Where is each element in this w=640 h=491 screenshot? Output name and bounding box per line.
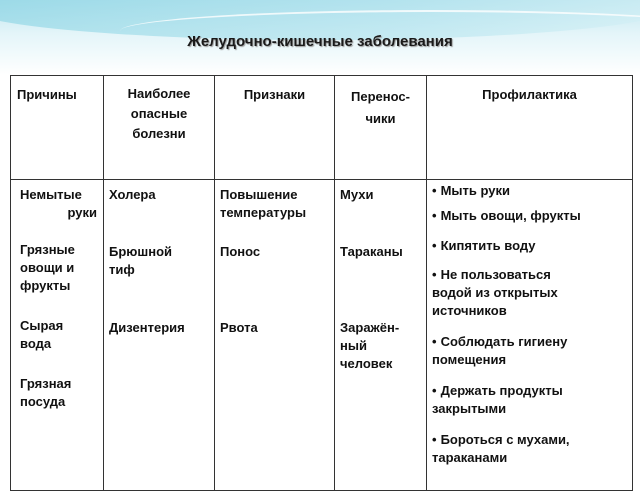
sign-2: Понос: [220, 244, 261, 259]
prevention-item-5-line: помещения: [432, 352, 507, 367]
cause-4-line: посуда: [20, 394, 66, 409]
diseases-cell: [104, 180, 215, 491]
disease-2-line: Брюшной: [109, 244, 173, 259]
disease-table: [10, 75, 633, 491]
header-signs: [215, 76, 335, 180]
header-diseases: [104, 76, 215, 180]
signs-cell: [215, 180, 335, 491]
carrier-3-line: человек: [340, 356, 393, 371]
header-row: [11, 76, 633, 180]
disease-3: Дизентерия: [109, 320, 185, 335]
cause-4-line: Грязная: [20, 376, 72, 391]
cause-3-line: вода: [20, 336, 52, 351]
prevention-item-5: • Соблюдать гигиену: [432, 333, 567, 350]
header-diseases-line: опасные: [130, 106, 188, 121]
carrier-2: Тараканы: [340, 244, 403, 259]
prevention-item-1: • Мыть руки: [432, 182, 510, 199]
header-prevention: [427, 76, 633, 180]
carrier-3-line: ный: [340, 338, 367, 353]
header-carriers-line: Перенос-: [351, 89, 410, 104]
header-prevention-text: Профилактика: [482, 87, 577, 102]
prevention-item-6: • Держать продукты: [432, 382, 563, 399]
sign-1-line: температуры: [220, 205, 307, 220]
sign-3: Рвота: [220, 320, 258, 335]
header-diseases-line: Наиболее: [127, 86, 191, 101]
slide-title: Желудочно-кишечные заболевания: [187, 33, 453, 50]
causes-cell: [11, 180, 104, 491]
cause-1-line: Немытые: [20, 187, 82, 202]
carriers-cell: [335, 180, 427, 491]
header-causes-text: Причины: [17, 87, 77, 102]
body-row: [11, 180, 633, 491]
sign-1-line: Повышение: [220, 187, 298, 202]
header-diseases-line: болезни: [132, 126, 186, 141]
prevention-item-4-line: водой из открытых: [432, 285, 558, 300]
cause-2-line: Грязные: [20, 242, 75, 257]
carrier-1: Мухи: [340, 187, 374, 202]
disease-2-line: тиф: [109, 262, 135, 277]
cause-1-line: руки: [67, 205, 97, 220]
prevention-item-2: • Мыть овощи, фрукты: [432, 207, 581, 224]
disease-1: Холера: [109, 187, 156, 202]
cause-2-line: фрукты: [20, 278, 71, 293]
prevention-item-7-line: тараканами: [432, 450, 508, 465]
prevention-item-7: • Бороться с мухами,: [432, 431, 570, 448]
prevention-item-4-line: источников: [432, 303, 507, 318]
header-signs-text: Признаки: [243, 87, 306, 102]
prevention-item-3: • Кипятить воду: [432, 237, 536, 254]
cause-3-line: Сырая: [20, 318, 64, 333]
header-carriers: [335, 76, 427, 180]
prevention-cell: [427, 180, 633, 491]
prevention-item-6-line: закрытыми: [432, 401, 507, 416]
prevention-item-4: • Не пользоваться: [432, 266, 551, 283]
cause-2-line: овощи и: [20, 260, 75, 275]
carrier-3-line: Заражён-: [340, 320, 400, 335]
header-carriers-line: чики: [365, 111, 396, 126]
header-causes: [11, 76, 104, 180]
